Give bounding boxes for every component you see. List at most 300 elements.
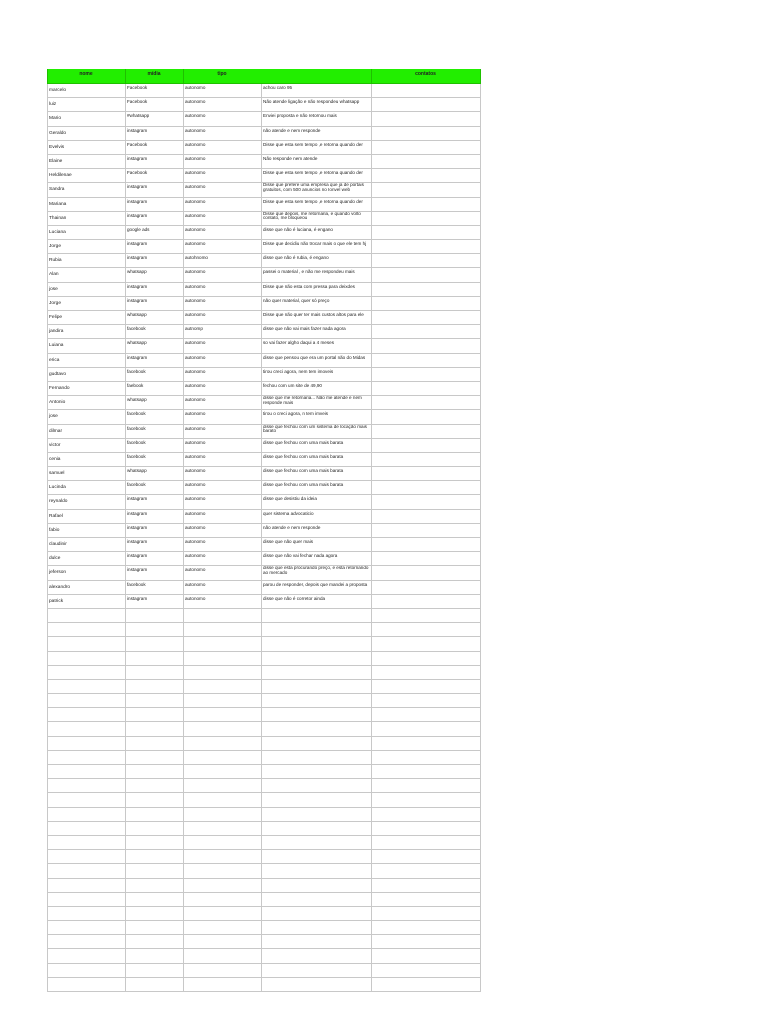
cell-tipo[interactable] xyxy=(183,836,261,850)
cell-tipo[interactable] xyxy=(183,921,261,935)
cell-observacao[interactable]: achou caro 95 xyxy=(261,84,371,98)
cell-tipo[interactable]: autonomo xyxy=(183,283,261,297)
cell-contatos[interactable] xyxy=(371,453,481,467)
cell-tipo[interactable] xyxy=(183,637,261,651)
cell-observacao[interactable] xyxy=(261,722,371,736)
cell-midia[interactable]: instagram xyxy=(125,495,183,509)
cell-nome[interactable]: victor xyxy=(47,439,125,453)
cell-nome[interactable]: Luiana xyxy=(47,339,125,353)
cell-nome[interactable] xyxy=(47,680,125,694)
cell-tipo[interactable]: autonomo xyxy=(183,453,261,467)
cell-nome[interactable] xyxy=(47,978,125,992)
header-nome[interactable]: nome xyxy=(47,69,125,84)
cell-nome[interactable] xyxy=(47,921,125,935)
cell-contatos[interactable] xyxy=(371,127,481,141)
cell-nome[interactable]: luiz xyxy=(47,98,125,112)
cell-midia[interactable]: whatsapp xyxy=(125,311,183,325)
cell-tipo[interactable]: autonomo xyxy=(183,354,261,368)
cell-observacao[interactable]: Disse que prefere uma empresa que já de portais gratuitos, com 500 anuncios no Ionvel web xyxy=(261,183,371,197)
cell-observacao[interactable]: fechou com um site de 49,90 xyxy=(261,382,371,396)
cell-contatos[interactable] xyxy=(371,155,481,169)
cell-nome[interactable]: erica xyxy=(47,354,125,368)
cell-tipo[interactable]: autonomo xyxy=(183,410,261,424)
cell-midia[interactable] xyxy=(125,850,183,864)
cell-contatos[interactable] xyxy=(371,439,481,453)
cell-midia[interactable]: instagram xyxy=(125,595,183,609)
cell-midia[interactable]: faebook xyxy=(125,382,183,396)
cell-nome[interactable]: Mariana xyxy=(47,198,125,212)
cell-observacao[interactable]: disse que não vai fechar nada agora xyxy=(261,552,371,566)
cell-contatos[interactable] xyxy=(371,637,481,651)
cell-contatos[interactable] xyxy=(371,552,481,566)
cell-midia[interactable]: facebook xyxy=(125,325,183,339)
cell-nome[interactable]: Antonio xyxy=(47,396,125,410)
cell-tipo[interactable] xyxy=(183,864,261,878)
cell-midia[interactable] xyxy=(125,893,183,907)
cell-contatos[interactable] xyxy=(371,694,481,708)
cell-tipo[interactable]: autonomo xyxy=(183,439,261,453)
cell-nome[interactable]: Luciana xyxy=(47,226,125,240)
cell-observacao[interactable] xyxy=(261,893,371,907)
cell-observacao[interactable] xyxy=(261,864,371,878)
cell-tipo[interactable] xyxy=(183,822,261,836)
cell-midia[interactable] xyxy=(125,609,183,623)
cell-midia[interactable] xyxy=(125,879,183,893)
cell-midia[interactable] xyxy=(125,722,183,736)
cell-observacao[interactable]: não atende e nem responde xyxy=(261,127,371,141)
cell-midia[interactable]: instagram xyxy=(125,538,183,552)
cell-midia[interactable] xyxy=(125,737,183,751)
cell-contatos[interactable] xyxy=(371,864,481,878)
cell-contatos[interactable] xyxy=(371,879,481,893)
cell-nome[interactable]: jose xyxy=(47,410,125,424)
cell-midia[interactable] xyxy=(125,864,183,878)
cell-observacao[interactable] xyxy=(261,822,371,836)
cell-contatos[interactable] xyxy=(371,226,481,240)
cell-observacao[interactable] xyxy=(261,652,371,666)
cell-midia[interactable]: facebook xyxy=(125,581,183,595)
cell-midia[interactable]: facebook xyxy=(125,453,183,467)
cell-midia[interactable]: Facebook xyxy=(125,84,183,98)
cell-nome[interactable]: Alan xyxy=(47,268,125,282)
cell-nome[interactable]: Thainan xyxy=(47,212,125,226)
cell-observacao[interactable] xyxy=(261,935,371,949)
cell-contatos[interactable] xyxy=(371,311,481,325)
cell-observacao[interactable]: Disse que não esta com pressa para deixdes xyxy=(261,283,371,297)
cell-contatos[interactable] xyxy=(371,751,481,765)
cell-contatos[interactable] xyxy=(371,396,481,410)
cell-observacao[interactable]: disse que fechou com uma mais barata xyxy=(261,467,371,481)
cell-tipo[interactable]: autonomo xyxy=(183,169,261,183)
cell-observacao[interactable]: não atende e nem responde xyxy=(261,524,371,538)
cell-midia[interactable] xyxy=(125,708,183,722)
cell-nome[interactable]: Elaine xyxy=(47,155,125,169)
cell-nome[interactable] xyxy=(47,822,125,836)
cell-nome[interactable] xyxy=(47,652,125,666)
cell-nome[interactable] xyxy=(47,964,125,978)
cell-contatos[interactable] xyxy=(371,240,481,254)
cell-observacao[interactable] xyxy=(261,921,371,935)
cell-observacao[interactable]: disse que não é rubia, é engano xyxy=(261,254,371,268)
cell-tipo[interactable] xyxy=(183,722,261,736)
cell-nome[interactable] xyxy=(47,907,125,921)
cell-observacao[interactable]: disse que me retornaria... Não me atende e nem responde mais xyxy=(261,396,371,410)
cell-contatos[interactable] xyxy=(371,183,481,197)
cell-observacao[interactable]: disse que fechou com uma mais barata xyxy=(261,453,371,467)
cell-contatos[interactable] xyxy=(371,212,481,226)
cell-contatos[interactable] xyxy=(371,283,481,297)
cell-nome[interactable]: jose xyxy=(47,283,125,297)
cell-nome[interactable]: Mario xyxy=(47,112,125,126)
cell-nome[interactable] xyxy=(47,708,125,722)
cell-midia[interactable] xyxy=(125,836,183,850)
cell-midia[interactable] xyxy=(125,637,183,651)
cell-observacao[interactable] xyxy=(261,751,371,765)
cell-nome[interactable] xyxy=(47,864,125,878)
cell-tipo[interactable]: autonomo xyxy=(183,297,261,311)
cell-midia[interactable] xyxy=(125,978,183,992)
cell-midia[interactable]: instagram xyxy=(125,183,183,197)
cell-observacao[interactable]: Disse que não quer ter mais custos altos para ele xyxy=(261,311,371,325)
cell-tipo[interactable]: autonomo xyxy=(183,566,261,580)
cell-observacao[interactable] xyxy=(261,964,371,978)
cell-midia[interactable]: instagram xyxy=(125,510,183,524)
cell-observacao[interactable] xyxy=(261,836,371,850)
cell-midia[interactable]: facebook xyxy=(125,481,183,495)
cell-midia[interactable] xyxy=(125,949,183,963)
cell-midia[interactable] xyxy=(125,907,183,921)
cell-observacao[interactable] xyxy=(261,609,371,623)
cell-midia[interactable]: whatsapp xyxy=(125,268,183,282)
cell-tipo[interactable]: autnomp xyxy=(183,325,261,339)
cell-contatos[interactable] xyxy=(371,141,481,155)
cell-tipo[interactable] xyxy=(183,850,261,864)
cell-observacao[interactable]: parou de responder, depois que mandei a proposta xyxy=(261,581,371,595)
cell-midia[interactable] xyxy=(125,793,183,807)
cell-contatos[interactable] xyxy=(371,921,481,935)
cell-contatos[interactable] xyxy=(371,609,481,623)
cell-contatos[interactable] xyxy=(371,850,481,864)
cell-tipo[interactable] xyxy=(183,978,261,992)
cell-contatos[interactable] xyxy=(371,524,481,538)
cell-midia[interactable]: whatsapp xyxy=(125,396,183,410)
cell-contatos[interactable] xyxy=(371,652,481,666)
cell-nome[interactable] xyxy=(47,793,125,807)
cell-nome[interactable]: Sandra xyxy=(47,183,125,197)
cell-midia[interactable] xyxy=(125,680,183,694)
cell-observacao[interactable] xyxy=(261,779,371,793)
cell-midia[interactable] xyxy=(125,822,183,836)
cell-midia[interactable]: instagram xyxy=(125,524,183,538)
cell-nome[interactable]: fabio xyxy=(47,524,125,538)
cell-nome[interactable]: Jorge xyxy=(47,240,125,254)
cell-contatos[interactable] xyxy=(371,112,481,126)
cell-tipo[interactable]: autonomo xyxy=(183,524,261,538)
cell-observacao[interactable]: Disse que depois, me retornaria, e quando volto contato, me bloqueou xyxy=(261,212,371,226)
cell-tipo[interactable]: autonomo xyxy=(183,311,261,325)
cell-tipo[interactable]: autonomo xyxy=(183,552,261,566)
header-tipo[interactable]: tipo xyxy=(183,69,261,84)
cell-nome[interactable] xyxy=(47,765,125,779)
cell-midia[interactable] xyxy=(125,935,183,949)
cell-observacao[interactable] xyxy=(261,694,371,708)
cell-nome[interactable]: alexandro xyxy=(47,581,125,595)
cell-midia[interactable]: facebook xyxy=(125,368,183,382)
cell-nome[interactable]: jeferson xyxy=(47,566,125,580)
cell-tipo[interactable] xyxy=(183,808,261,822)
cell-midia[interactable]: facebook xyxy=(125,425,183,439)
cell-tipo[interactable]: autonomo xyxy=(183,84,261,98)
cell-nome[interactable] xyxy=(47,893,125,907)
cell-tipo[interactable]: autonomo xyxy=(183,127,261,141)
cell-nome[interactable]: marcelo xyxy=(47,84,125,98)
cell-contatos[interactable] xyxy=(371,495,481,509)
cell-midia[interactable]: instagram xyxy=(125,566,183,580)
cell-contatos[interactable] xyxy=(371,765,481,779)
cell-tipo[interactable] xyxy=(183,751,261,765)
cell-tipo[interactable]: autonomo xyxy=(183,198,261,212)
cell-tipo[interactable]: autonomo xyxy=(183,226,261,240)
cell-nome[interactable]: Lucinda xyxy=(47,481,125,495)
cell-contatos[interactable] xyxy=(371,666,481,680)
cell-midia[interactable]: whatsapp xyxy=(125,467,183,481)
cell-tipo[interactable]: autonomo xyxy=(183,98,261,112)
cell-tipo[interactable]: autonomo xyxy=(183,595,261,609)
cell-observacao[interactable]: disse que fechou com um sistema de locação mais barato xyxy=(261,425,371,439)
cell-midia[interactable]: instagram xyxy=(125,354,183,368)
cell-midia[interactable]: #whatsapp xyxy=(125,112,183,126)
cell-tipo[interactable] xyxy=(183,694,261,708)
cell-observacao[interactable] xyxy=(261,765,371,779)
cell-tipo[interactable]: autonomo xyxy=(183,112,261,126)
cell-tipo[interactable]: autonomo xyxy=(183,268,261,282)
cell-nome[interactable]: Jorge xyxy=(47,297,125,311)
cell-observacao[interactable]: tirou creci agora, nem tem imoveis xyxy=(261,368,371,382)
cell-nome[interactable] xyxy=(47,779,125,793)
cell-contatos[interactable] xyxy=(371,708,481,722)
cell-nome[interactable] xyxy=(47,623,125,637)
cell-tipo[interactable] xyxy=(183,893,261,907)
cell-midia[interactable]: Facebook xyxy=(125,169,183,183)
cell-tipo[interactable]: autonomo xyxy=(183,382,261,396)
cell-contatos[interactable] xyxy=(371,254,481,268)
cell-observacao[interactable]: so vai fazer algho daqui a 4 meses xyxy=(261,339,371,353)
cell-observacao[interactable]: tirou o creci agora, n tem imveis xyxy=(261,410,371,424)
cell-observacao[interactable]: disse que não é luciana, é engano xyxy=(261,226,371,240)
cell-nome[interactable] xyxy=(47,694,125,708)
cell-contatos[interactable] xyxy=(371,808,481,822)
cell-nome[interactable] xyxy=(47,808,125,822)
header-contatos[interactable]: contatos xyxy=(371,69,481,84)
cell-contatos[interactable] xyxy=(371,538,481,552)
cell-tipo[interactable] xyxy=(183,793,261,807)
cell-nome[interactable]: claudinir xyxy=(47,538,125,552)
cell-observacao[interactable]: Disse que esta sem tempo ,e retorna quando der xyxy=(261,198,371,212)
cell-contatos[interactable] xyxy=(371,793,481,807)
cell-tipo[interactable]: autonomo xyxy=(183,183,261,197)
cell-tipo[interactable]: autonomo xyxy=(183,240,261,254)
cell-tipo[interactable] xyxy=(183,708,261,722)
cell-observacao[interactable]: disse que esta procurando preço, e esta retornando ao mercado xyxy=(261,566,371,580)
cell-contatos[interactable] xyxy=(371,737,481,751)
cell-nome[interactable]: jandira xyxy=(47,325,125,339)
cell-tipo[interactable]: autonomo xyxy=(183,396,261,410)
cell-midia[interactable]: instagram xyxy=(125,198,183,212)
cell-observacao[interactable] xyxy=(261,879,371,893)
header-midia[interactable]: mídia xyxy=(125,69,183,84)
cell-nome[interactable]: Geraldo xyxy=(47,127,125,141)
cell-tipo[interactable]: autonomo xyxy=(183,339,261,353)
cell-nome[interactable] xyxy=(47,609,125,623)
cell-observacao[interactable]: disse que desistiu da ideia xyxy=(261,495,371,509)
cell-contatos[interactable] xyxy=(371,467,481,481)
cell-observacao[interactable]: disse que não vai mais fazer nada agora xyxy=(261,325,371,339)
cell-tipo[interactable] xyxy=(183,907,261,921)
cell-contatos[interactable] xyxy=(371,964,481,978)
cell-midia[interactable] xyxy=(125,964,183,978)
cell-nome[interactable]: reynaldo xyxy=(47,495,125,509)
cell-observacao[interactable] xyxy=(261,808,371,822)
cell-contatos[interactable] xyxy=(371,339,481,353)
cell-nome[interactable]: gudtavo xyxy=(47,368,125,382)
cell-tipo[interactable]: autonomo xyxy=(183,538,261,552)
cell-contatos[interactable] xyxy=(371,368,481,382)
cell-tipo[interactable] xyxy=(183,623,261,637)
cell-contatos[interactable] xyxy=(371,893,481,907)
cell-observacao[interactable]: disse que pensou que era um portal não do Midas xyxy=(261,354,371,368)
cell-observacao[interactable]: disse que fechou com uma mais barata xyxy=(261,481,371,495)
cell-observacao[interactable]: disse que não é corretor ainda xyxy=(261,595,371,609)
cell-midia[interactable]: instagram xyxy=(125,297,183,311)
cell-observacao[interactable]: Disse que decidiu não trocar mais o que ele tem hj xyxy=(261,240,371,254)
cell-midia[interactable]: instagram xyxy=(125,240,183,254)
cell-contatos[interactable] xyxy=(371,325,481,339)
cell-tipo[interactable]: autonomo xyxy=(183,212,261,226)
cell-midia[interactable]: facebook xyxy=(125,410,183,424)
header-observacao[interactable] xyxy=(261,69,371,84)
cell-tipo[interactable]: autonomo xyxy=(183,425,261,439)
cell-contatos[interactable] xyxy=(371,581,481,595)
cell-contatos[interactable] xyxy=(371,198,481,212)
cell-nome[interactable] xyxy=(47,666,125,680)
cell-nome[interactable] xyxy=(47,737,125,751)
cell-midia[interactable]: instagram xyxy=(125,552,183,566)
cell-observacao[interactable]: Enviei proposta e não retornou mais xyxy=(261,112,371,126)
cell-tipo[interactable]: autonomo xyxy=(183,467,261,481)
cell-contatos[interactable] xyxy=(371,623,481,637)
cell-nome[interactable]: patrick xyxy=(47,595,125,609)
cell-observacao[interactable] xyxy=(261,978,371,992)
cell-observacao[interactable] xyxy=(261,737,371,751)
cell-midia[interactable] xyxy=(125,652,183,666)
cell-nome[interactable]: Felipe xyxy=(47,311,125,325)
cell-observacao[interactable]: Não atende ligação e não respondeu whatsapp xyxy=(261,98,371,112)
cell-tipo[interactable]: autonomo xyxy=(183,510,261,524)
cell-contatos[interactable] xyxy=(371,779,481,793)
cell-nome[interactable]: dilmar xyxy=(47,425,125,439)
cell-contatos[interactable] xyxy=(371,566,481,580)
cell-tipo[interactable] xyxy=(183,680,261,694)
cell-tipo[interactable] xyxy=(183,779,261,793)
cell-observacao[interactable]: quer sistema advocaticio xyxy=(261,510,371,524)
cell-contatos[interactable] xyxy=(371,410,481,424)
cell-tipo[interactable] xyxy=(183,964,261,978)
cell-nome[interactable]: cenia xyxy=(47,453,125,467)
cell-midia[interactable] xyxy=(125,751,183,765)
cell-nome[interactable] xyxy=(47,637,125,651)
cell-tipo[interactable] xyxy=(183,765,261,779)
cell-tipo[interactable] xyxy=(183,666,261,680)
cell-nome[interactable] xyxy=(47,949,125,963)
cell-contatos[interactable] xyxy=(371,935,481,949)
cell-contatos[interactable] xyxy=(371,680,481,694)
cell-observacao[interactable] xyxy=(261,708,371,722)
cell-observacao[interactable] xyxy=(261,850,371,864)
cell-contatos[interactable] xyxy=(371,98,481,112)
cell-midia[interactable]: instagram xyxy=(125,127,183,141)
cell-observacao[interactable] xyxy=(261,949,371,963)
cell-midia[interactable]: whatsapp xyxy=(125,339,183,353)
cell-tipo[interactable] xyxy=(183,652,261,666)
cell-tipo[interactable]: autonomo xyxy=(183,368,261,382)
cell-contatos[interactable] xyxy=(371,595,481,609)
cell-midia[interactable] xyxy=(125,765,183,779)
cell-contatos[interactable] xyxy=(371,481,481,495)
cell-nome[interactable] xyxy=(47,751,125,765)
cell-midia[interactable]: Facebook xyxy=(125,98,183,112)
cell-tipo[interactable]: autonomo xyxy=(183,141,261,155)
cell-nome[interactable]: Rafael xyxy=(47,510,125,524)
cell-tipo[interactable] xyxy=(183,935,261,949)
cell-contatos[interactable] xyxy=(371,297,481,311)
cell-contatos[interactable] xyxy=(371,354,481,368)
cell-tipo[interactable] xyxy=(183,737,261,751)
cell-tipo[interactable]: autohnomo xyxy=(183,254,261,268)
cell-midia[interactable] xyxy=(125,808,183,822)
cell-nome[interactable]: Evelvis xyxy=(47,141,125,155)
cell-contatos[interactable] xyxy=(371,907,481,921)
cell-midia[interactable] xyxy=(125,921,183,935)
cell-tipo[interactable]: autonomo xyxy=(183,495,261,509)
cell-tipo[interactable]: autonomo xyxy=(183,581,261,595)
cell-nome[interactable]: dulce xyxy=(47,552,125,566)
cell-midia[interactable]: google ads xyxy=(125,226,183,240)
cell-nome[interactable] xyxy=(47,850,125,864)
cell-observacao[interactable]: disse que fechou com uma mais barata xyxy=(261,439,371,453)
cell-midia[interactable]: Facebook xyxy=(125,141,183,155)
cell-nome[interactable]: Heldilenae xyxy=(47,169,125,183)
cell-contatos[interactable] xyxy=(371,268,481,282)
cell-observacao[interactable] xyxy=(261,680,371,694)
cell-observacao[interactable] xyxy=(261,637,371,651)
cell-contatos[interactable] xyxy=(371,510,481,524)
cell-contatos[interactable] xyxy=(371,169,481,183)
cell-contatos[interactable] xyxy=(371,425,481,439)
cell-observacao[interactable] xyxy=(261,623,371,637)
cell-nome[interactable] xyxy=(47,836,125,850)
cell-observacao[interactable]: Disse que esta sem tempo ,e retorna quando der xyxy=(261,141,371,155)
cell-tipo[interactable] xyxy=(183,949,261,963)
cell-contatos[interactable] xyxy=(371,978,481,992)
cell-contatos[interactable] xyxy=(371,836,481,850)
cell-contatos[interactable] xyxy=(371,84,481,98)
cell-contatos[interactable] xyxy=(371,722,481,736)
cell-observacao[interactable]: passei o material , e não me respondeu mais xyxy=(261,268,371,282)
cell-contatos[interactable] xyxy=(371,382,481,396)
cell-observacao[interactable]: Disse que esta sem tempo ,e retorna quando der xyxy=(261,169,371,183)
cell-observacao[interactable] xyxy=(261,793,371,807)
cell-nome[interactable]: Rubia xyxy=(47,254,125,268)
